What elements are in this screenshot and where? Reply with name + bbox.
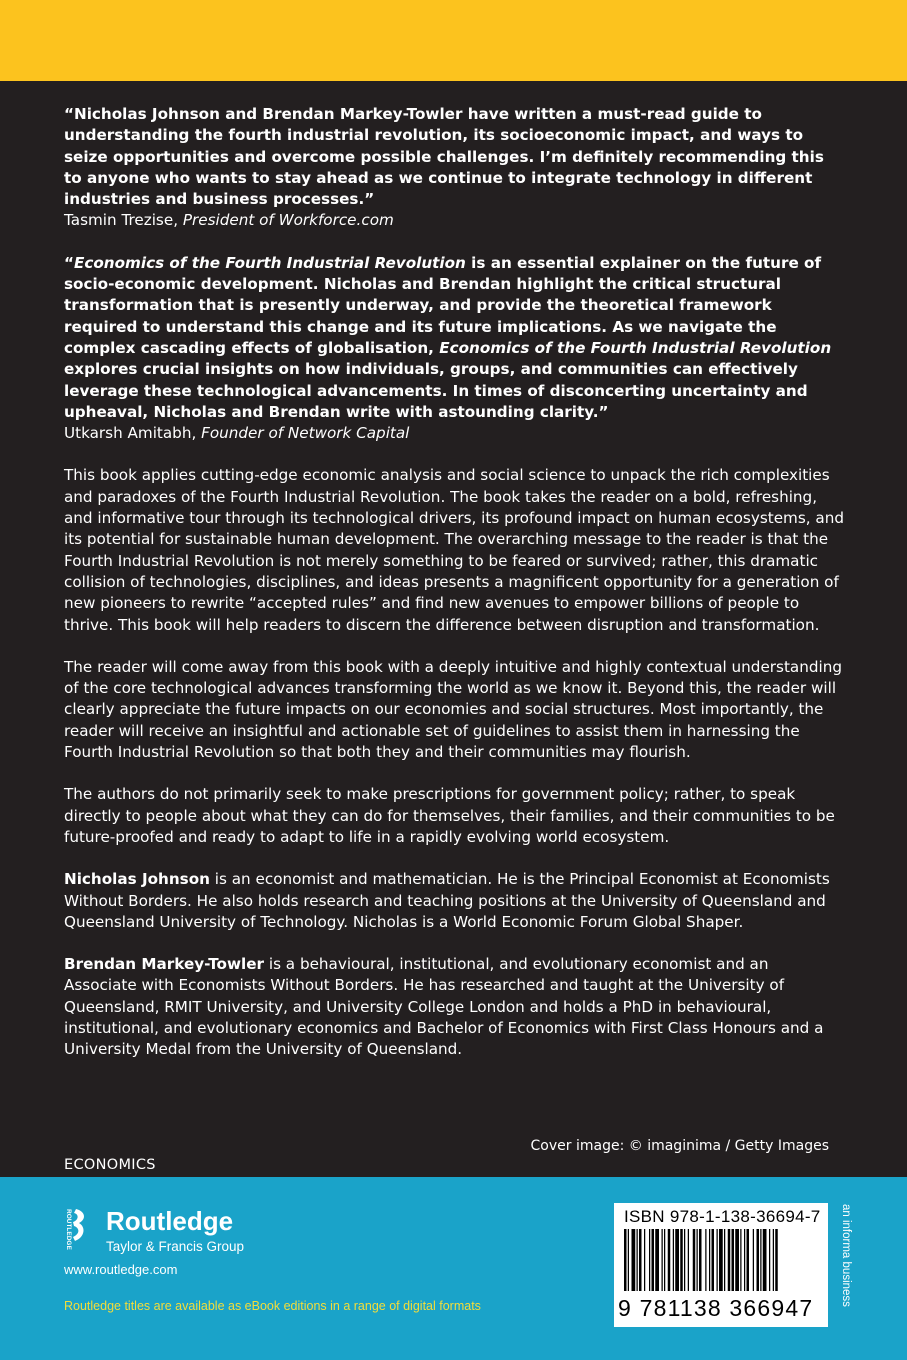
barcode-bar — [662, 1229, 663, 1291]
description-paragraph: The reader will come away from this book with a deeply intuitive and highly contextual understanding of the core technological advances transforming the world as we know it. Beyond this, the reader will clearly appreciate the future impacts on our economies and social structures. Most importantly, the reader will receive an insightful and actionable set of guidelines to assist them in harnessing the Fourth Industrial Revolution so that both they and their communities may flourish. — [64, 657, 842, 762]
publisher-name: Routledge — [106, 1206, 234, 1236]
barcode-bar — [705, 1229, 706, 1291]
barcode-bar — [747, 1229, 750, 1291]
barcode-bar — [760, 1229, 761, 1291]
barcode-bar — [724, 1229, 725, 1291]
endorser-role: Founder of Network Capital — [201, 424, 410, 443]
publisher-group: Taylor & Francis Group — [106, 1239, 245, 1254]
barcode-bar — [624, 1229, 627, 1291]
ebook-note: Routledge titles are available as eBook editions in a range of digital formats — [64, 1299, 481, 1313]
author-bio — [64, 954, 844, 1060]
barcode-bar — [649, 1229, 650, 1291]
routledge-logo-icon — [63, 1207, 89, 1255]
author-bio-text: is an economist and mathematician. He is the Principal Economist at Economists Without Borders. He also holds research and teaching positions at the University of Queensland and Queensland University of Technology. Nicholas is a World Economic Forum Global Shaper. — [64, 870, 830, 931]
barcode-bar — [775, 1229, 778, 1291]
quote-part: explores crucial insights on how individuals, groups, and communities can effectively leverage these technological advancements. In times of disconcerting uncertainty and upheaval, Nicholas and Brendan write with astounding clarity.” — [64, 360, 808, 421]
barcode-bar — [735, 1229, 739, 1291]
barcode-bar — [684, 1229, 685, 1291]
barcode-number: 9 781138 366947 — [618, 1295, 814, 1321]
quote-book-title: Economics of the Fourth Industrial Revolution — [73, 253, 466, 272]
author-name: Brendan Markey-Towler — [64, 955, 265, 974]
isbn-label: ISBN 978-1-138-36694-7 — [624, 1207, 821, 1226]
barcode-bar — [697, 1229, 698, 1291]
cover-image-credit: Cover image: © imaginima / Getty Images — [530, 1138, 829, 1154]
routledge-vertical-mark: ROUTLEDGE — [65, 1209, 72, 1250]
barcode-bar — [673, 1229, 674, 1291]
barcode-bar — [709, 1229, 710, 1291]
quote-part: “ — [64, 253, 74, 272]
top-color-band — [0, 0, 907, 81]
isbn-barcode — [614, 1203, 828, 1327]
endorsement-1 — [64, 104, 844, 232]
description-paragraph: The authors do not primarily seek to make prescriptions for government policy; rather, to speak directly to people about what they can do for themselves, their families, and their communities to be future-proofed and ready to adapt to life in a rapidly evolving world ecosystem. — [64, 785, 835, 846]
barcode-bar — [740, 1229, 741, 1291]
barcode-bar — [753, 1229, 754, 1291]
endorsement-quote: “Nicholas Johnson and Brendan Markey-Towler have written a must-read guide to understanding the fourth industrial revolution, its socioeconomic impact, and ways to seize opportunities and overcome possible challenges. I’m definitely recommending this to anyone who wants to stay ahead as we continue to integrate technology in different industries and business processes.” — [64, 105, 824, 209]
barcode-bar — [637, 1229, 638, 1291]
barcode-bar — [632, 1229, 636, 1291]
quote-book-title: Economics of the Fourth Industrial Revolution — [439, 338, 832, 357]
barcode-bar — [757, 1229, 760, 1291]
author-bio — [64, 869, 844, 933]
barcode-bar — [655, 1229, 659, 1291]
barcode-bars — [624, 1229, 820, 1295]
endorsement-quote — [64, 253, 844, 423]
barcode-bar — [744, 1229, 745, 1291]
endorsement-attribution — [64, 423, 844, 444]
barcode-bar — [628, 1229, 629, 1291]
barcode-bar — [680, 1229, 683, 1291]
barcode-bar — [763, 1229, 767, 1291]
endorser-name: Tasmin Trezise, — [64, 211, 183, 230]
author-bio-text: is a behavioural, institutional, and evolutionary economist and an Associate with Economists Without Borders. He has researched and taught at the University of Queensland, RMIT University, and University College London and holds a PhD in behavioural, institutional, and evolutionary economics and Bachelor of Economics with First Class Honours and a University Medal from the University of Queensland. — [64, 955, 824, 1059]
barcode-bar — [719, 1229, 723, 1291]
barcode-bar — [728, 1229, 731, 1291]
publisher-url[interactable]: www.routledge.com — [64, 1262, 178, 1277]
quote-part: is an essential explainer on the future of socio-economic development. Nicholas and Brendan highlight the critical structural transformation that is presently underway, and provide the theoretical framework required to understand this change and its future implications. As we navigate the complex cascading effects of globalisation, — [64, 253, 822, 357]
barcode-bar — [717, 1229, 718, 1291]
barcode-bar — [664, 1229, 665, 1291]
back-cover-text — [64, 104, 844, 1082]
description-paragraph: This book applies cutting-edge economic analysis and social science to unpack the rich complexities and paradoxes of the Fourth Industrial Revolution. The book takes the reader on a bold, refreshing, and informative tour through its technological drivers, its profound impact on human ecosystems, and its potential for sustainable human development. The overarching message to the reader is that the Fourth Industrial Revolution is not merely something to be feared or survived; rather, this dramatic collision of technologies, disciplines, and ideas presents a magnificent opportunity for a generation of new pioneers to rewrite “accepted rules” and find new avenues to empower billions of people to thrive. This book will help readers to discern the difference between disruption and transformation. — [64, 466, 844, 634]
barcode-bar — [693, 1229, 696, 1291]
barcode-bar — [712, 1229, 715, 1291]
barcode-bar — [769, 1229, 770, 1291]
endorser-name: Utkarsh Amitabh, — [64, 424, 202, 443]
barcode-bar — [644, 1229, 645, 1291]
barcode-bar — [668, 1229, 671, 1291]
endorsement-attribution — [64, 210, 844, 231]
barcode-bar — [732, 1229, 735, 1291]
barcode-bar — [675, 1229, 679, 1291]
informa-business-label: an informa business — [840, 1204, 852, 1307]
barcode-bar — [699, 1229, 702, 1291]
barcode-bar — [639, 1229, 642, 1291]
endorser-role: President of Workforce.com — [182, 211, 394, 230]
author-name: Nicholas Johnson — [64, 870, 210, 889]
barcode-bar — [773, 1229, 774, 1291]
barcode-bar — [652, 1229, 655, 1291]
subject-category: ECONOMICS — [64, 1157, 156, 1173]
endorsement-2 — [64, 253, 844, 445]
barcode-bar — [688, 1229, 689, 1291]
